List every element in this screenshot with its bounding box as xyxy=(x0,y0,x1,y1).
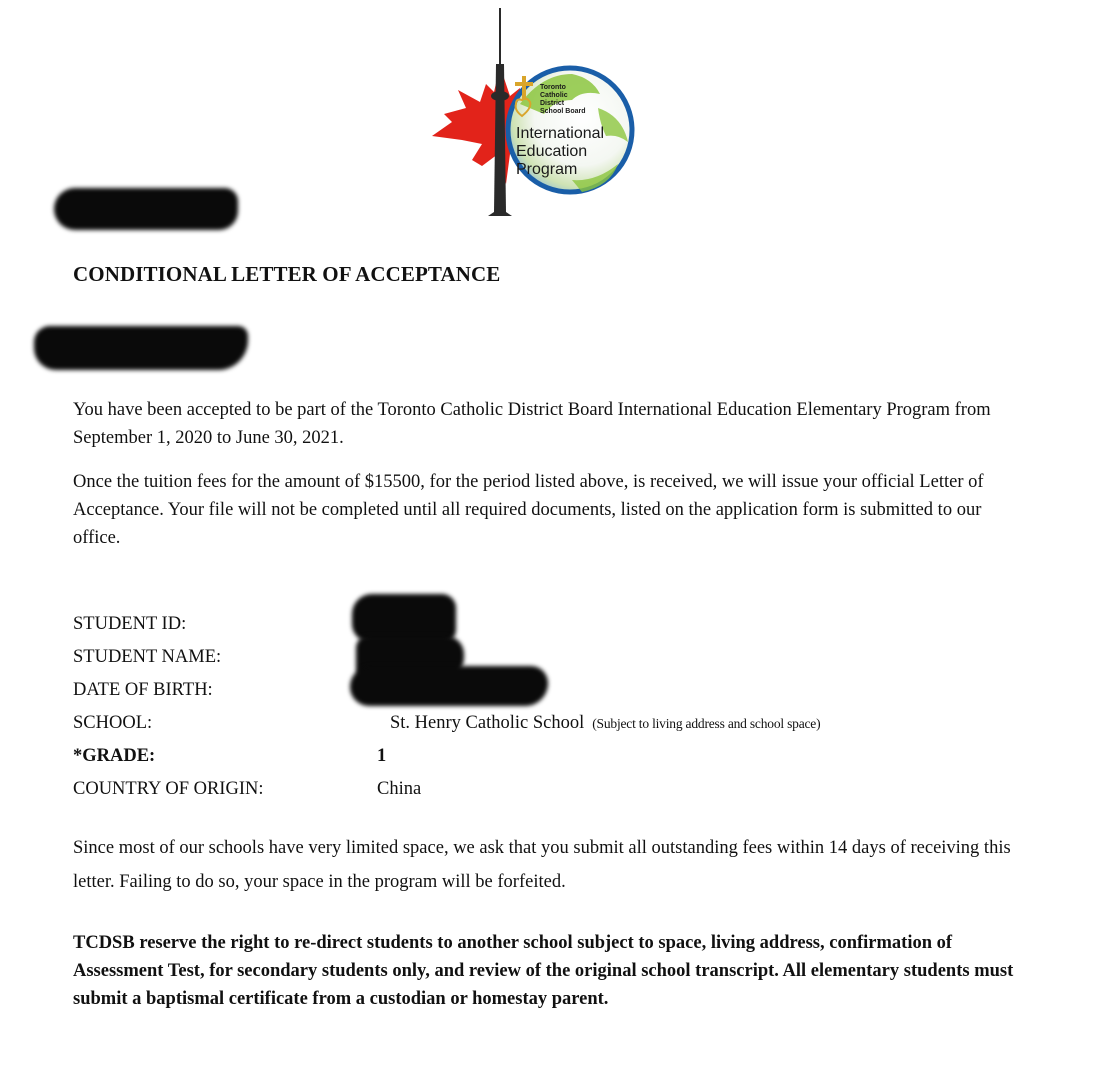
student-id-row xyxy=(73,610,1033,643)
school-value: St. Henry Catholic School xyxy=(390,713,585,733)
student-id-label: STUDENT ID: xyxy=(73,614,187,634)
logo-board-line-2: Catholic xyxy=(540,92,568,99)
country-label: COUNTRY OF ORIGIN: xyxy=(73,779,264,799)
tcdsb-ieP-logo xyxy=(422,4,650,216)
school-row xyxy=(73,709,1033,742)
grade-row xyxy=(73,742,1033,775)
dob-label: DATE OF BIRTH: xyxy=(73,680,213,700)
deadline-paragraph: Since most of our schools have very limited space, we ask that you submit all outstanding fees within 14 days of receiving this letter. Failing to do so, your space in the program will be forfeited. xyxy=(73,838,1011,892)
logo-board-line-4: School Board xyxy=(540,108,586,115)
logo-program-line-3: Program xyxy=(516,161,578,178)
recipient-redaction xyxy=(34,326,248,370)
grade-value: 1 xyxy=(377,746,387,766)
legal-notice: TCDSB reserve the right to re-direct students to another school subject to space, living address, confirmation of Assessment Test, for secondary students only, and review of the original school transcript. All elementary students must submit a baptismal certificate from a custodian or homestay parent. xyxy=(73,933,1014,1009)
student-id-redaction xyxy=(352,594,456,642)
acceptance-paragraph: You have been accepted to be part of the Toronto Catholic District Board International Education Elementary Program from September 1, 2020 to June 30, 2021. xyxy=(73,400,991,448)
letter-title: CONDITIONAL LETTER OF ACCEPTANCE xyxy=(73,262,501,286)
country-value: China xyxy=(377,779,422,799)
grade-label: *GRADE: xyxy=(73,746,156,766)
date-redaction xyxy=(54,188,238,230)
student-name-label: STUDENT NAME: xyxy=(73,647,222,667)
logo-board-line-1: Toronto xyxy=(540,84,566,91)
school-label: SCHOOL: xyxy=(73,713,153,733)
logo-board-line-3: District xyxy=(540,100,565,107)
logo-program-line-2: Education xyxy=(516,143,588,160)
logo-program-line-1: International xyxy=(516,125,605,142)
tuition-paragraph: Once the tuition fees for the amount of $15500, for the period listed above, is received, we will issue your official Letter of Acceptance. Your file will not be completed until all required documents, listed on the application form is submitted to our office. xyxy=(73,472,984,548)
logo-graphic xyxy=(422,4,650,216)
school-value-group xyxy=(390,709,820,738)
dob-redaction xyxy=(350,666,548,706)
student-name-row xyxy=(73,643,1033,676)
country-row xyxy=(73,775,1033,808)
dob-row xyxy=(73,676,1033,709)
student-info xyxy=(73,610,1033,808)
school-note: (Subject to living address and school space) xyxy=(592,716,821,731)
